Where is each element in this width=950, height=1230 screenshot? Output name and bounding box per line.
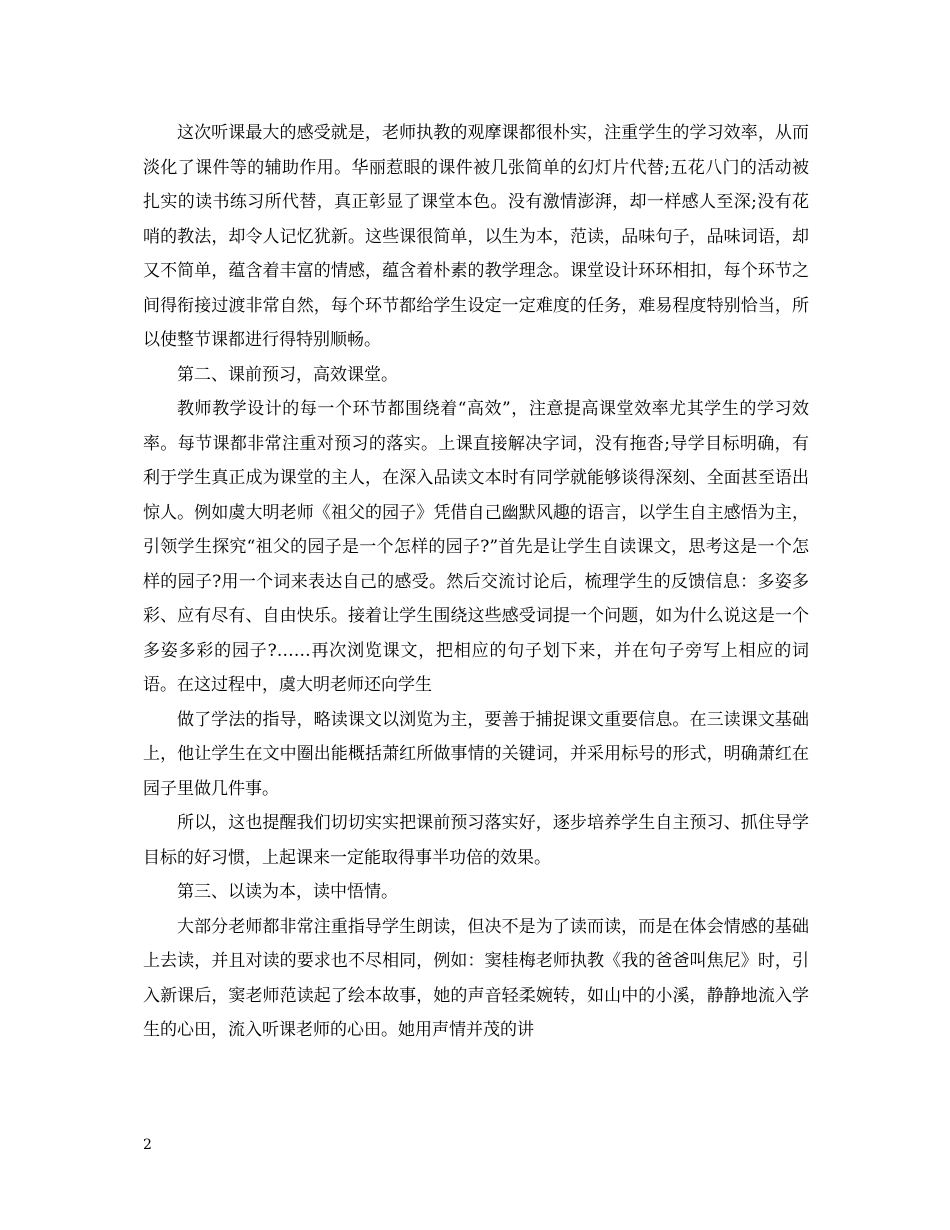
- paragraph-reading-guidance: 大部分老师都非常注重指导学生朗读，但决不是为了读而读，而是在体会情感的基础上去读，并且对读的要求也不尽相同，例如：窦桂梅老师执教《我的爸爸叫焦尼》时，引入新课后，窦老师范读起了绘本故事，她的声音轻柔婉转，如山中的小溪，静静地流入学生的心田，流入听课老师的心田。她用声情并茂的讲: [143, 916, 809, 1040]
- paragraph-observation: 这次听课最大的感受就是，老师执教的观摩课都很朴实，注重学生的学习效率，从而淡化了课件等的辅助作用。华丽惹眼的课件被几张简单的幻灯片代替;五花八门的活动被扎实的读书练习所代替，真正彰显了课堂本色。没有激情澎湃，却一样感人至深;没有花哨的教法，却令人记忆犹新。这些课很简单，以生为本，范读，品味句子，品味词语，却又不简单，蕴含着丰富的情感，蕴含着朴素的教学理念。课堂设计环环相扣，每个环节之间得衔接过渡非常自然，每个环节都给学生设定一定难度的任务，难易程度特别恰当，所以使整节课都进行得特别顺畅。: [143, 123, 809, 350]
- section-heading-reading: 第三、以读为本，读中悟情。: [177, 882, 398, 902]
- paragraph-conclusion: 所以，这也提醒我们切切实实把课前预习落实好，逐步培养学生自主预习、抓住导学目标的好习惯，上起课来一定能取得事半功倍的效果。: [143, 813, 809, 868]
- paragraph-method-guidance: 做了学法的指导，略读课文以浏览为主，要善于捕捉课文重要信息。在三读课文基础上，他让学生在文中圈出能概括萧红所做事情的关键词，并采用标号的形式，明确萧红在园子里做几件事。: [143, 709, 809, 799]
- section-heading-preview: 第二、课前预习，高效课堂。: [177, 364, 398, 385]
- body-text: [143, 116, 809, 1048]
- page-number: 2: [143, 1137, 152, 1153]
- paragraph-efficiency: 教师教学设计的每一个环节都围绕着“高效”，注意提高课堂效率尤其学生的学习效率。每节课都非常注重对预习的落实。上课直接解决字词，没有拖沓;导学目标明确，有利于学生真正成为课堂的主人，在深入品读文本时有同学就能够谈得深刻、全面甚至语出惊人。例如虞大明老师《祖父的园子》凭借自己幽默风趣的语言，以学生自主感悟为主，引领学生探究“祖父的园子是一个怎样的园子?”首先是让学生自读课文，思考这是一个怎样的园子?用一个词来表达自己的感受。然后交流讨论后，梳理学生的反馈信息：多姿多彩、应有尽有、自由快乐。接着让学生围绕这些感受词提一个问题，如为什么说这是一个多姿多彩的园子?……再次浏览课文，把相应的句子划下来，并在句子旁写上相应的词语。在这过程中，虞大明老师还向学生: [143, 399, 809, 695]
